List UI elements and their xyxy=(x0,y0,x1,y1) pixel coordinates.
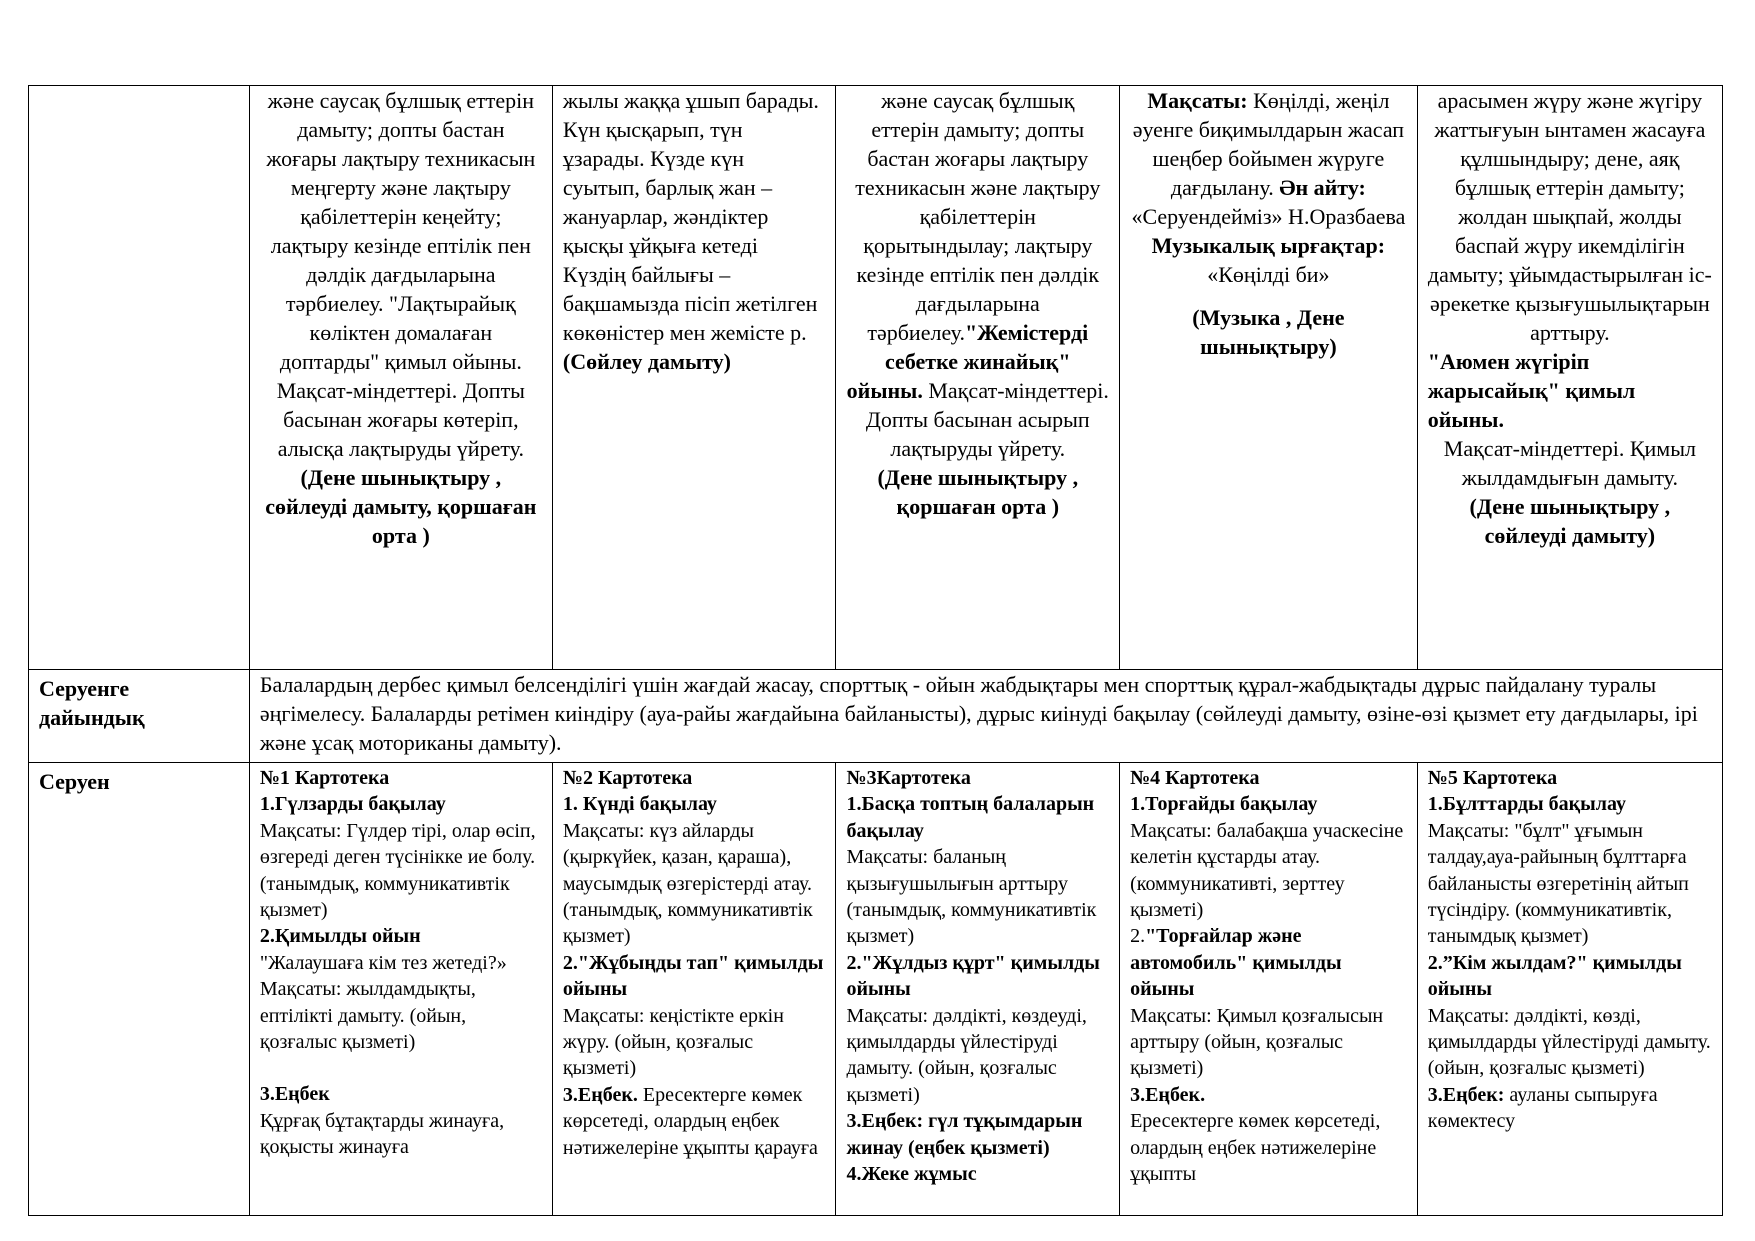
card-item-text: Мақсаты: күз айларды (қыркүйек, қазан, қараша), маусымдық өзгерістерді атау. (танымдық, коммуникативтік қызмет) xyxy=(562,819,813,948)
card-item-text: Мақсаты: дәлдікті, көздеуді, қимылдарды үйлестіруді дамыту. (ойын, қозғалыс қызметі) xyxy=(846,1004,1087,1106)
row-header-walk-preparation: Серуенге дайындық xyxy=(29,670,250,763)
cell-label: Мақсаты: xyxy=(1147,88,1248,113)
card-item-text: ауланы сыпыруға көмектесу xyxy=(1427,1083,1658,1133)
card-title: №1 Картотека xyxy=(259,767,390,789)
cell-day-3 xyxy=(836,86,1120,670)
cell-text: Мақсат-міндеттері. Қимыл жылдамдығын дамыту. xyxy=(1443,436,1696,490)
card-item-title: 1.Бұлттарды бақылау xyxy=(1427,793,1627,816)
cell-card-1 xyxy=(249,763,552,1216)
cell-card-4 xyxy=(1120,763,1418,1216)
cell-text: және саусақ бұлшық еттерін дамыту; допты бастан жоғары лақтыру техникасын меңгерту және лақтыру қабілеттерін кеңейту; лақтыру кезінде ептілік пен дәлдік дағдыларына тәрбиелеу. "Лақтырайық көліктен домалаған доптарды" қимыл ойыны. Мақсат-міндеттері. Допты басынан жоғары көтеріп, алысқа лақтыруды үйрету. xyxy=(266,88,536,461)
cell-subject: (Дене шынықтыру , сөйлеуді дамыту) xyxy=(1469,494,1671,548)
table-row-walk-preparation xyxy=(29,670,1723,763)
card-title: №3Картотека xyxy=(846,767,971,789)
card-item-text: Мақсаты: Қимыл қозғалысын арттыру (ойын, қозғалыс қызметі) xyxy=(1130,1004,1384,1080)
card-item-text: Мақсаты: дәлдікті, көзді, қимылдарды үйлестіруді дамыту. (ойын, қозғалыс қызметі) xyxy=(1427,1004,1711,1080)
cell-card-2 xyxy=(552,763,836,1216)
card-item-title: 2.Қимылды ойын xyxy=(259,925,421,948)
card-item-title: 3.Еңбек. xyxy=(1130,1083,1206,1106)
card-item-title: 2."Жұлдыз құрт" қимылды ойыны xyxy=(846,951,1100,1001)
cell-text: «Көңілді би» xyxy=(1207,262,1330,287)
card-item-number: 2. xyxy=(1130,925,1146,948)
card-title: №5 Картотека xyxy=(1427,767,1558,789)
cell-label: Музыкалық ырғақтар: xyxy=(1151,233,1386,258)
card-item-title: 1.Басқа топтың балаларын бақылау xyxy=(846,793,1095,842)
row-header-empty xyxy=(29,86,250,670)
cell-day-5 xyxy=(1417,86,1722,670)
card-item-title: 3.Еңбек: гүл тұқымдарын жинау (еңбек қызметі) xyxy=(846,1110,1083,1159)
card-item-title: 2."Жұбыңды тап" қимылды ойыны xyxy=(562,951,824,1001)
card-item-text: Мақсаты: балабақша учаскесіне келетін құстарды атау. (коммуникативті, зерттеу қызметі) xyxy=(1130,819,1404,922)
plan-table xyxy=(28,85,1723,1216)
table-row-activities xyxy=(29,86,1723,670)
card-item-title: 4.Жеке жұмыс xyxy=(846,1163,977,1186)
card-item-text: Ересектерге көмек көрсетеді, олардың еңбек нәтижелеріне ұқыпты қарауға xyxy=(562,1083,818,1159)
cell-subject: (Музыка , Дене шынықтыру) xyxy=(1192,305,1345,359)
card-item-title: 2.”Кім жылдам?" қимылды ойыны xyxy=(1427,951,1682,1001)
card-item-text: Ересектерге көмек көрсетеді, олардың еңбек нәтижелеріне ұқыпты xyxy=(1130,1110,1381,1186)
cell-day-2 xyxy=(552,86,836,670)
cell-day-4 xyxy=(1120,86,1418,670)
cell-text: «Серуендейміз» Н.Оразбаева xyxy=(1131,204,1406,229)
card-item-title: 3.Еңбек. xyxy=(562,1083,638,1106)
card-item-title: 3.Еңбек xyxy=(259,1083,330,1106)
cell-text: арасымен жүру және жүгіру жаттығуын ынтамен жасауға құлшындыру; дене, аяқ бұлшық еттерін дамыту; жолдан шықпай, жолды баспай жүру икемділігін дамыту; ұйымдастырылған іс-әрекетке қызығушылықтарын арттыру. xyxy=(1427,88,1712,345)
row-header-walk: Серуен xyxy=(29,763,250,1216)
cell-game-title: "Аюмен жүгіріп жарысайық" қимыл ойыны. xyxy=(1427,349,1636,432)
cell-subject: (Дене шынықтыру , қоршаған орта ) xyxy=(877,465,1079,519)
card-item-title: "Торғайлар және автомобиль" қимылды ойыны xyxy=(1130,925,1342,1001)
card-item-title: 1.Гүлзарды бақылау xyxy=(259,793,446,816)
card-item-title: 3.Еңбек: xyxy=(1427,1083,1505,1106)
cell-game-title: "Жемістерді себетке жинайық" ойыны. xyxy=(846,320,1089,403)
cell-card-3 xyxy=(836,763,1120,1216)
card-item-title: 1.Торғайды бақылау xyxy=(1130,793,1318,816)
cell-card-5 xyxy=(1417,763,1722,1216)
table-row-walk xyxy=(29,763,1723,1216)
cell-text: және саусақ бұлшық еттерін дамыту; допты бастан жоғары лақтыру техникасын және лақтыру қабілеттерін қорытындылау; лақтыру кезінде ептілік пен дәлдік дағдыларына тәрбиелеу. xyxy=(855,88,1101,345)
card-item-text: Құрғақ бұтақтарды жинауға, қоқысты жинауға xyxy=(259,1109,505,1159)
cell-text: жылы жаққа ұшып барады. Күн қысқарып, түн ұзарады. Күзде күн суытып, барлық жан – жануарлар, жәндіктер қысқы ұйқыға кетеді Күздің байлығы – бақшамызда пісіп жетілген көкөністер мен жемісте р. xyxy=(562,88,819,345)
card-title: №4 Картотека xyxy=(1130,767,1260,789)
card-item-text: Мақсаты: Гүлдер тірі, олар өсіп, өзгереді деген түсінікке ие болу. (танымдық, коммуникативтік қызмет) xyxy=(259,819,536,922)
cell-subject: (Сөйлеу дамыту) xyxy=(562,349,731,374)
cell-text: Мақсат-міндеттері. Допты басынан асырып лақтыруды үйрету. xyxy=(865,378,1109,461)
card-item-text: Мақсаты: "бұлт" ұғымын талдау,ауа-райының бұлттарға байланысты өзгеретінің айтып түсіндіру. (коммуникативтік, танымдық қызмет) xyxy=(1427,819,1689,948)
card-item-text: Мақсаты: баланың қызығушылығын арттыру (танымдық, коммуникативтік қызмет) xyxy=(846,846,1097,948)
cell-label: Ән айту: xyxy=(1279,175,1366,200)
cell-subject: (Дене шынықтыру , сөйлеуді дамыту, қоршаған орта ) xyxy=(265,465,537,548)
card-item-text: Мақсаты: кеңістікте еркін жүру. (ойын, қозғалыс қызметі) xyxy=(562,1004,784,1080)
cell-day-1 xyxy=(249,86,552,670)
card-title: №2 Картотека xyxy=(562,767,693,789)
cell-text: Көңілді, жеңіл әуенге биқимылдарын жасап шеңбер бойымен жүруге дағдылану. xyxy=(1132,88,1405,200)
card-item-title: 1. Күнді бақылау xyxy=(562,793,717,816)
card-item-text: "Жалаушаға кім тез жетеді?» Мақсаты: жылдамдықты, ептілікті дамыту. (ойын, қозғалыс қызметі) xyxy=(259,951,507,1054)
walk-preparation-text: Балалардың дербес қимыл белсенділігі үшін жағдай жасау, спорттық - ойын жабдықтары мен спорттық құрал-жабдықтады дұрыс пайдалану туралы әңгімелесу. Балаларды ретімен киіндіру (ауа-райы жағдайына байланысты), дұрыс киінуді бақылау (сөйлеуді дамыту, өзіне-өзі қызмет ету дағдылары, ірі және ұсақ моториканы дамыту). xyxy=(249,670,1722,763)
